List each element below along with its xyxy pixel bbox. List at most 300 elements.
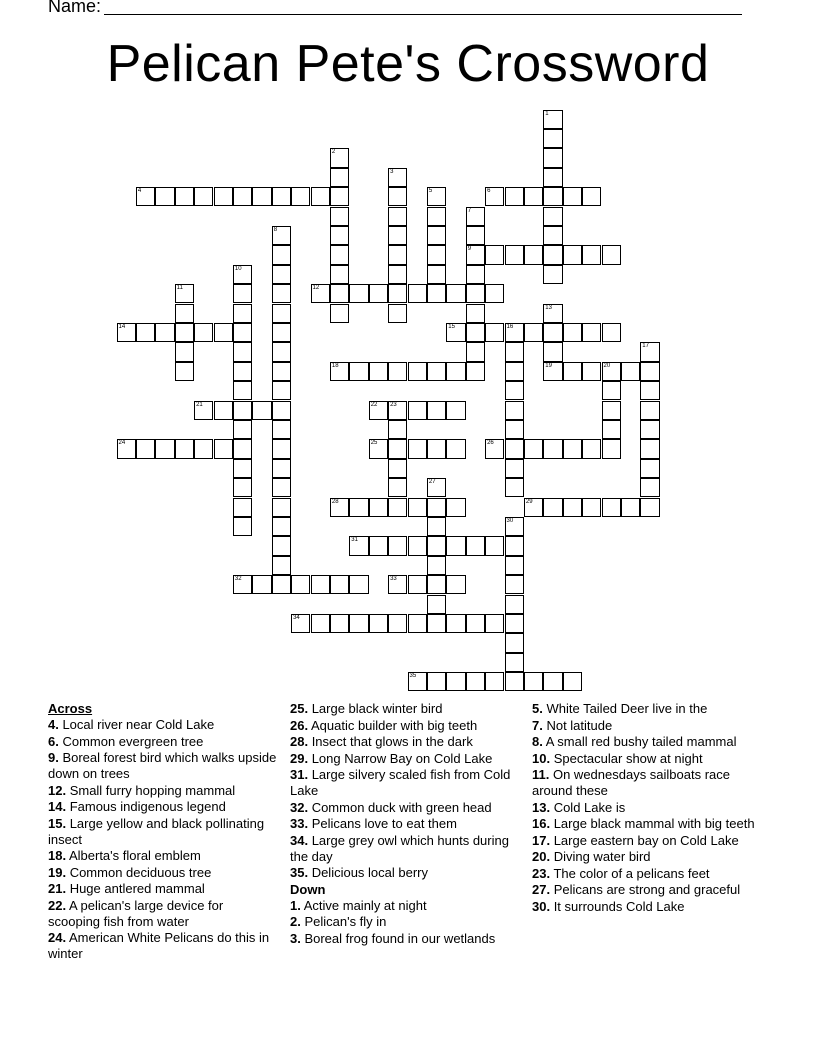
- grid-cell[interactable]: [543, 304, 562, 323]
- grid-cell[interactable]: [175, 362, 194, 381]
- grid-cell[interactable]: [466, 226, 485, 245]
- grid-cell[interactable]: [272, 187, 291, 206]
- grid-cell[interactable]: [272, 226, 291, 245]
- grid-cell[interactable]: [602, 401, 621, 420]
- grid-cell[interactable]: [155, 439, 174, 458]
- grid-cell[interactable]: [543, 187, 562, 206]
- clue-text: Long Narrow Bay on Cold Lake: [308, 750, 493, 766]
- grid-cell[interactable]: [505, 323, 524, 342]
- grid-cell[interactable]: [233, 304, 252, 323]
- grid-cell[interactable]: [505, 342, 524, 361]
- grid-cell[interactable]: [233, 401, 252, 420]
- grid-cell[interactable]: [252, 187, 271, 206]
- grid-cell[interactable]: [349, 498, 368, 517]
- grid-cell[interactable]: [330, 265, 349, 284]
- grid-cell[interactable]: [543, 207, 562, 226]
- grid-cell[interactable]: [563, 362, 582, 381]
- clue-number: 13.: [532, 799, 551, 815]
- grid-cell[interactable]: [543, 439, 562, 458]
- clue-text: Famous indigenous legend: [66, 799, 226, 814]
- grid-cell[interactable]: [330, 304, 349, 323]
- grid-cell[interactable]: [543, 672, 562, 691]
- grid-cell[interactable]: [388, 459, 407, 478]
- grid-cell[interactable]: [543, 110, 562, 129]
- clue-text: Alberta's floral emblem: [66, 848, 201, 863]
- grid-cell[interactable]: [233, 362, 252, 381]
- grid-cell[interactable]: [640, 362, 659, 381]
- grid-cell[interactable]: [602, 245, 621, 264]
- grid-cell[interactable]: [388, 401, 407, 420]
- grid-cell[interactable]: [408, 439, 427, 458]
- grid-cell[interactable]: [330, 575, 349, 594]
- grid-cell[interactable]: [194, 187, 213, 206]
- grid-cell[interactable]: [233, 517, 252, 536]
- clue-text: Pelican's fly in: [300, 914, 387, 929]
- grid-cell[interactable]: [602, 420, 621, 439]
- grid-cell[interactable]: [311, 284, 330, 303]
- cell-number: 19: [545, 362, 552, 369]
- clue-number: 29.: [290, 750, 309, 766]
- grid-cell[interactable]: [388, 439, 407, 458]
- grid-cell[interactable]: [388, 304, 407, 323]
- grid-cell[interactable]: [427, 245, 446, 264]
- grid-cell[interactable]: [136, 323, 155, 342]
- grid-cell[interactable]: [640, 459, 659, 478]
- grid-cell[interactable]: [388, 207, 407, 226]
- grid-cell[interactable]: [524, 439, 543, 458]
- clue-number: 4.: [48, 717, 59, 732]
- cell-number: 29: [525, 498, 533, 505]
- grid-cell[interactable]: [272, 284, 291, 303]
- grid-cell[interactable]: [524, 245, 543, 264]
- grid-cell[interactable]: [388, 536, 407, 555]
- grid-cell[interactable]: [175, 284, 194, 303]
- grid-cell[interactable]: [485, 245, 504, 264]
- grid-cell[interactable]: [117, 439, 136, 458]
- grid-cell[interactable]: [330, 284, 349, 303]
- grid-cell[interactable]: [214, 323, 233, 342]
- grid-cell[interactable]: [505, 439, 524, 458]
- grid-cell[interactable]: [582, 245, 601, 264]
- grid-cell[interactable]: [446, 672, 465, 691]
- grid-cell[interactable]: [194, 439, 213, 458]
- clue-number: 31.: [290, 767, 309, 782]
- grid-cell[interactable]: [485, 187, 504, 206]
- grid-cell[interactable]: [524, 498, 543, 517]
- grid-cell[interactable]: [369, 401, 388, 420]
- grid-cell[interactable]: [485, 614, 504, 633]
- grid-cell[interactable]: [446, 284, 465, 303]
- cell-number: 5: [428, 188, 433, 195]
- grid-cell[interactable]: [505, 187, 524, 206]
- grid-cell[interactable]: [175, 187, 194, 206]
- grid-cell[interactable]: [563, 245, 582, 264]
- grid-cell[interactable]: [543, 226, 562, 245]
- clue-item: [48, 750, 278, 782]
- clue-item: [532, 718, 772, 734]
- grid-cell[interactable]: [408, 614, 427, 633]
- grid-cell[interactable]: [330, 187, 349, 206]
- grid-cell[interactable]: [466, 265, 485, 284]
- grid-cell[interactable]: [349, 284, 368, 303]
- grid-cell[interactable]: [543, 265, 562, 284]
- clue-number: 35.: [290, 865, 309, 880]
- grid-cell[interactable]: [640, 342, 659, 361]
- clue-item: [532, 701, 772, 717]
- grid-cell[interactable]: [466, 362, 485, 381]
- grid-cell[interactable]: [330, 148, 349, 167]
- clue-number: 7.: [532, 717, 543, 733]
- grid-cell[interactable]: [505, 245, 524, 264]
- grid-cell[interactable]: [388, 265, 407, 284]
- grid-cell[interactable]: [621, 498, 640, 517]
- grid-cell[interactable]: [388, 498, 407, 517]
- grid-cell[interactable]: [621, 362, 640, 381]
- grid-cell[interactable]: [543, 498, 562, 517]
- grid-cell[interactable]: [252, 401, 271, 420]
- clue-number: 23.: [532, 865, 551, 881]
- grid-cell[interactable]: [427, 517, 446, 536]
- grid-cell[interactable]: [388, 226, 407, 245]
- grid-cell[interactable]: [388, 575, 407, 594]
- grid-cell[interactable]: [214, 187, 233, 206]
- grid-cell[interactable]: [214, 401, 233, 420]
- grid-cell[interactable]: [505, 478, 524, 497]
- grid-cell[interactable]: [485, 536, 504, 555]
- grid-cell[interactable]: [408, 575, 427, 594]
- clue-text: The color of a pelicans feet: [550, 865, 710, 881]
- grid-cell[interactable]: [233, 459, 252, 478]
- grid-cell[interactable]: [175, 323, 194, 342]
- grid-cell[interactable]: [427, 265, 446, 284]
- grid-cell[interactable]: [194, 323, 213, 342]
- grid-cell[interactable]: [272, 245, 291, 264]
- grid-cell[interactable]: [272, 439, 291, 458]
- cell-number: 1: [545, 110, 549, 117]
- grid-cell[interactable]: [311, 575, 330, 594]
- grid-cell[interactable]: [427, 614, 446, 633]
- clue-item: [290, 833, 515, 865]
- grid-cell[interactable]: [446, 536, 465, 555]
- grid-cell[interactable]: [427, 498, 446, 517]
- grid-cell[interactable]: [427, 672, 446, 691]
- grid-cell[interactable]: [388, 420, 407, 439]
- grid-cell[interactable]: [524, 323, 543, 342]
- grid-cell[interactable]: [466, 207, 485, 226]
- grid-cell[interactable]: [543, 129, 562, 148]
- grid-cell[interactable]: [640, 439, 659, 458]
- grid-cell[interactable]: [408, 498, 427, 517]
- grid-cell[interactable]: [505, 362, 524, 381]
- grid-cell[interactable]: [272, 381, 291, 400]
- grid-cell[interactable]: [543, 323, 562, 342]
- grid-cell[interactable]: [563, 323, 582, 342]
- clue-number: 11.: [532, 767, 550, 782]
- clue-text: Cold Lake is: [550, 799, 626, 815]
- grid-cell[interactable]: [272, 536, 291, 555]
- grid-cell[interactable]: [369, 498, 388, 517]
- grid-cell[interactable]: [446, 401, 465, 420]
- grid-cell[interactable]: [272, 556, 291, 575]
- clue-item: [290, 800, 515, 816]
- grid-cell[interactable]: [563, 498, 582, 517]
- grid-cell[interactable]: [175, 304, 194, 323]
- grid-cell[interactable]: [272, 575, 291, 594]
- clue-item: [48, 881, 278, 897]
- cell-number: 4: [137, 188, 142, 195]
- grid-cell[interactable]: [155, 187, 174, 206]
- grid-cell[interactable]: [640, 420, 659, 439]
- grid-cell[interactable]: [466, 614, 485, 633]
- grid-cell[interactable]: [272, 498, 291, 517]
- grid-cell[interactable]: [427, 575, 446, 594]
- grid-cell[interactable]: [485, 672, 504, 691]
- grid-cell[interactable]: [602, 439, 621, 458]
- grid-cell[interactable]: [466, 672, 485, 691]
- cell-number: 20: [603, 362, 611, 369]
- grid-cell[interactable]: [640, 401, 659, 420]
- grid-cell[interactable]: [369, 362, 388, 381]
- grid-cell[interactable]: [505, 595, 524, 614]
- grid-cell[interactable]: [427, 536, 446, 555]
- grid-cell[interactable]: [640, 498, 659, 517]
- clue-number: 32.: [290, 799, 309, 815]
- grid-cell[interactable]: [563, 672, 582, 691]
- clue-number: 27.: [532, 882, 551, 897]
- grid-cell[interactable]: [640, 478, 659, 497]
- grid-cell[interactable]: [233, 498, 252, 517]
- grid-cell[interactable]: [485, 284, 504, 303]
- grid-cell[interactable]: [427, 401, 446, 420]
- grid-cell[interactable]: [311, 614, 330, 633]
- grid-cell[interactable]: [505, 653, 524, 672]
- name-label: Name:: [48, 0, 102, 16]
- grid-cell[interactable]: [349, 536, 368, 555]
- grid-cell[interactable]: [427, 556, 446, 575]
- grid-cell[interactable]: [524, 187, 543, 206]
- grid-cell[interactable]: [582, 362, 601, 381]
- clue-item: [48, 783, 278, 799]
- grid-cell[interactable]: [466, 536, 485, 555]
- grid-cell[interactable]: [311, 187, 330, 206]
- clue-item: [532, 833, 772, 849]
- grid-cell[interactable]: [330, 614, 349, 633]
- grid-cell[interactable]: [466, 342, 485, 361]
- cell-number: 28: [331, 498, 339, 505]
- grid-cell[interactable]: [272, 265, 291, 284]
- grid-cell[interactable]: [505, 556, 524, 575]
- clue-number: 34.: [290, 832, 309, 848]
- grid-cell[interactable]: [272, 401, 291, 420]
- grid-cell[interactable]: [349, 575, 368, 594]
- clue-item: [48, 898, 278, 930]
- grid-cell[interactable]: [505, 420, 524, 439]
- grid-cell[interactable]: [272, 459, 291, 478]
- clue-text: On wednesdays sailboats race around these: [532, 767, 731, 798]
- grid-cell[interactable]: [427, 187, 446, 206]
- clue-text: Boreal frog found in our wetlands: [300, 930, 496, 946]
- grid-cell[interactable]: [330, 226, 349, 245]
- grid-cell[interactable]: [388, 245, 407, 264]
- clue-number: 24.: [48, 930, 67, 945]
- grid-cell[interactable]: [233, 575, 252, 594]
- grid-cell[interactable]: [408, 536, 427, 555]
- grid-cell[interactable]: [466, 304, 485, 323]
- grid-cell[interactable]: [117, 323, 136, 342]
- grid-cell[interactable]: [233, 284, 252, 303]
- grid-cell[interactable]: [233, 420, 252, 439]
- grid-cell[interactable]: [233, 187, 252, 206]
- grid-cell[interactable]: [291, 614, 310, 633]
- grid-cell[interactable]: [330, 245, 349, 264]
- clue-number: 10.: [532, 750, 551, 766]
- grid-cell[interactable]: [543, 168, 562, 187]
- grid-cell[interactable]: [388, 187, 407, 206]
- grid-cell[interactable]: [233, 265, 252, 284]
- clue-item: [48, 734, 278, 750]
- grid-cell[interactable]: [272, 517, 291, 536]
- grid-cell[interactable]: [563, 439, 582, 458]
- grid-cell[interactable]: [602, 323, 621, 342]
- grid-cell[interactable]: [427, 207, 446, 226]
- grid-cell[interactable]: [563, 187, 582, 206]
- grid-cell[interactable]: [582, 439, 601, 458]
- grid-cell[interactable]: [272, 420, 291, 439]
- grid-cell[interactable]: [427, 595, 446, 614]
- grid-cell[interactable]: [446, 614, 465, 633]
- clue-number: 22.: [48, 897, 67, 913]
- grid-cell[interactable]: [446, 575, 465, 594]
- grid-cell[interactable]: [349, 614, 368, 633]
- grid-cell[interactable]: [485, 439, 504, 458]
- grid-cell[interactable]: [155, 323, 174, 342]
- grid-cell[interactable]: [194, 401, 213, 420]
- grid-cell[interactable]: [505, 575, 524, 594]
- grid-cell[interactable]: [505, 401, 524, 420]
- grid-cell[interactable]: [427, 226, 446, 245]
- grid-cell[interactable]: [175, 439, 194, 458]
- grid-cell[interactable]: [272, 304, 291, 323]
- grid-cell[interactable]: [505, 672, 524, 691]
- grid-cell[interactable]: [388, 168, 407, 187]
- grid-cell[interactable]: [466, 323, 485, 342]
- grid-cell[interactable]: [233, 439, 252, 458]
- clue-item: [290, 914, 515, 930]
- grid-cell[interactable]: [408, 672, 427, 691]
- grid-cell[interactable]: [446, 362, 465, 381]
- grid-cell[interactable]: [272, 342, 291, 361]
- clue-item: [532, 899, 772, 915]
- grid-cell[interactable]: [388, 284, 407, 303]
- cell-number: 8: [273, 226, 278, 233]
- grid-cell[interactable]: [446, 439, 465, 458]
- grid-cell[interactable]: [330, 362, 349, 381]
- grid-cell[interactable]: [543, 362, 562, 381]
- grid-cell[interactable]: [505, 381, 524, 400]
- grid-cell[interactable]: [505, 633, 524, 652]
- grid-cell[interactable]: [408, 362, 427, 381]
- grid-cell[interactable]: [543, 148, 562, 167]
- grid-cell[interactable]: [505, 614, 524, 633]
- grid-cell[interactable]: [291, 187, 310, 206]
- clue-item: [290, 751, 515, 767]
- grid-cell[interactable]: [388, 362, 407, 381]
- grid-cell[interactable]: [427, 439, 446, 458]
- grid-cell[interactable]: [369, 614, 388, 633]
- grid-cell[interactable]: [408, 284, 427, 303]
- grid-cell[interactable]: [602, 498, 621, 517]
- grid-cell[interactable]: [291, 575, 310, 594]
- cell-number: 11: [176, 285, 183, 292]
- grid-cell[interactable]: [640, 381, 659, 400]
- grid-cell[interactable]: [446, 498, 465, 517]
- clue-text: Common deciduous tree: [66, 864, 212, 880]
- grid-cell[interactable]: [582, 323, 601, 342]
- grid-cell[interactable]: [505, 536, 524, 555]
- grid-cell[interactable]: [233, 478, 252, 497]
- grid-cell[interactable]: [369, 284, 388, 303]
- grid-cell[interactable]: [543, 245, 562, 264]
- cell-number: 24: [118, 440, 126, 447]
- grid-cell[interactable]: [233, 323, 252, 342]
- grid-cell[interactable]: [369, 536, 388, 555]
- grid-cell[interactable]: [543, 342, 562, 361]
- grid-cell[interactable]: [466, 284, 485, 303]
- grid-cell[interactable]: [175, 342, 194, 361]
- grid-cell[interactable]: [427, 284, 446, 303]
- grid-cell[interactable]: [602, 362, 621, 381]
- grid-cell[interactable]: [427, 362, 446, 381]
- grid-cell[interactable]: [485, 323, 504, 342]
- grid-cell[interactable]: [427, 478, 446, 497]
- grid-cell[interactable]: [233, 381, 252, 400]
- grid-cell[interactable]: [408, 401, 427, 420]
- grid-cell[interactable]: [446, 323, 465, 342]
- grid-cell[interactable]: [330, 168, 349, 187]
- grid-cell[interactable]: [349, 362, 368, 381]
- clue-text: Diving water bird: [550, 849, 651, 864]
- clue-text: American White Pelicans do this in winter: [48, 930, 270, 961]
- grid-cell[interactable]: [388, 614, 407, 633]
- page-title: Pelican Pete's Crossword: [106, 35, 710, 93]
- grid-cell[interactable]: [466, 245, 485, 264]
- clue-item: [532, 816, 772, 832]
- grid-cell[interactable]: [330, 207, 349, 226]
- clue-number: 12.: [48, 782, 67, 798]
- grid-cell[interactable]: [136, 439, 155, 458]
- grid-cell[interactable]: [136, 187, 155, 206]
- clue-text: Local river near Cold Lake: [58, 717, 215, 732]
- grid-cell[interactable]: [214, 439, 233, 458]
- grid-cell[interactable]: [505, 517, 524, 536]
- cell-number: 14: [118, 323, 126, 330]
- cell-number: 17: [642, 343, 649, 350]
- grid-cell[interactable]: [272, 478, 291, 497]
- grid-cell[interactable]: [272, 362, 291, 381]
- clue-text: Large eastern bay on Cold Lake: [550, 832, 739, 848]
- grid-cell[interactable]: [582, 498, 601, 517]
- grid-cell[interactable]: [602, 381, 621, 400]
- grid-cell[interactable]: [505, 459, 524, 478]
- grid-cell[interactable]: [582, 187, 601, 206]
- grid-cell[interactable]: [233, 342, 252, 361]
- grid-cell[interactable]: [330, 498, 349, 517]
- grid-cell[interactable]: [252, 575, 271, 594]
- grid-cell[interactable]: [272, 323, 291, 342]
- grid-cell[interactable]: [369, 439, 388, 458]
- grid-cell[interactable]: [388, 478, 407, 497]
- grid-cell[interactable]: [524, 672, 543, 691]
